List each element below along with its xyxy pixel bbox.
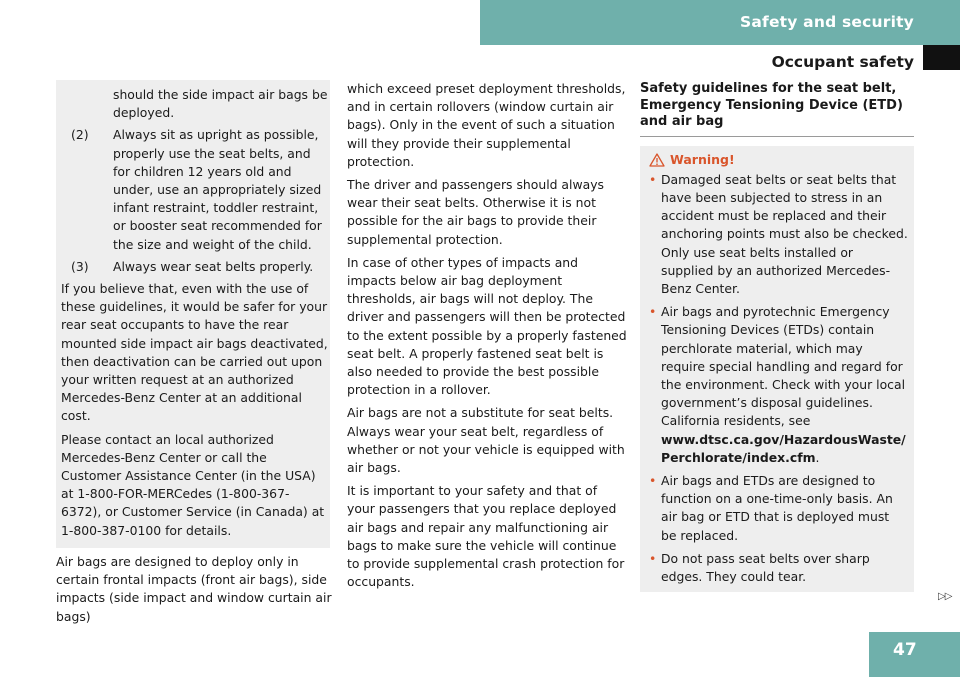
subsection-title: Occupant safety [771, 53, 914, 71]
warning-bullet [649, 171, 908, 298]
link-suffix: . [815, 449, 820, 465]
continue-arrows-icon: ▷▷ [938, 591, 952, 602]
list-number: (2) [71, 127, 89, 143]
warning-label: Warning! [670, 151, 735, 167]
paragraph: which exceed preset deployment thresholds, and in certain rollovers (window curtain air bags). Only in the event of such a situation will they provide their supplemental protection. [347, 81, 626, 169]
bullet-text-with-link [661, 303, 908, 467]
bullet-text: Do not pass seat belts over sharp edges. They could tear. [661, 550, 870, 584]
bullet-text: Air bags and ETDs are designed to function on a one-time-only basis. An air bag or ETD that is deployed must be replaced. [661, 472, 893, 543]
bullet-dot: • [649, 550, 657, 566]
list-text: Always sit as upright as possible, properly use the seat belts, and for children 12 years old and under, use an appropriately sized infant restraint, toddler restraint, or booster seat recommended for the size and weight of the child. [113, 127, 322, 252]
column-left [61, 86, 329, 545]
warning-bullet [649, 303, 908, 467]
list-number: (3) [71, 258, 89, 274]
warning-box [640, 146, 914, 593]
page-number-box [869, 632, 960, 677]
warning-header [649, 151, 908, 169]
corner-tab [923, 45, 960, 70]
list-item [61, 126, 329, 253]
column-middle [347, 80, 627, 596]
warning-bullet [649, 472, 908, 545]
warning-bullet [649, 550, 908, 586]
paragraph: Air bags are not a substitute for seat belts. Always wear your seat belt, regardless of whether or not your vehicle is equipped with air bags. [347, 405, 625, 476]
list-text: Always wear seat belts properly. [113, 258, 314, 274]
list-item-continued: should the side impact air bags be deployed. [113, 87, 328, 121]
section-heading: Safety guidelines for the seat belt, Emergency Tensioning Device (ETD) and air bag [640, 81, 914, 137]
hazardous-waste-link[interactable]: www.dtsc.ca.gov/HazardousWaste/ Perchlorate/index.cfm [661, 431, 906, 465]
bullet-dot: • [649, 171, 657, 187]
paragraph: Air bags are designed to deploy only in certain frontal impacts (front air bags), side impacts (side impact and window curtain air bags) [56, 554, 332, 624]
paragraph: The driver and passengers should always wear their seat belts. Otherwise it is not possible for the air bags to provide their supplemental protection. [347, 177, 604, 247]
paragraph: It is important to your safety and that of your passengers that you replace deployed air bags and repair any malfunctioning air bags to make sure the vehicle will continue to provide supplemental crash protection for occupants. [347, 483, 625, 590]
paragraph: In case of other types of impacts and impacts below air bag deployment thresholds, air bags will not deploy. The driver and passengers will then be protected to the extent possible by a properly fastened seat belt. A properly fastened seat belt is also needed to provide the best possible protection in a rollover. [347, 254, 627, 398]
bullet-dot: • [649, 472, 657, 488]
list-item [61, 258, 329, 276]
section-title: Safety and security [739, 13, 914, 31]
warning-triangle-icon [649, 153, 665, 167]
page-number: 47 [893, 640, 917, 660]
bullet-text: Air bags and pyrotechnic Emergency Tensioning Devices (ETDs) contain perchlorate material, which may require special handling and regard for the environment. Check with your local government’s disposal guidelines. California residents, see [661, 304, 906, 429]
bullet-dot: • [649, 304, 657, 320]
column-right [640, 81, 914, 592]
paragraph: Please contact an local authorized Mercedes-Benz Center or call the Customer Assistance Center (in the USA) at 1-800-FOR-MERCedes (1-800-367-6372), or Customer Service (in Canada) at 1-800-387-0100 for details. [61, 431, 325, 538]
paragraph: If you believe that, even with the use of these guidelines, it would be safer for your rear seat occupants to have the rear mounted side impact air bags deactivated, then deactivation can be carried out upon your written request at an authorized Mercedes-Benz Center at an additional cost. [61, 281, 328, 424]
bullet-text: Damaged seat belts or seat belts that have been subjected to stress in an accident must be replaced and their anchoring points must also be checked. Only use seat belts installed or supplied by an authorized Mercedes-Benz Center. [661, 171, 908, 296]
